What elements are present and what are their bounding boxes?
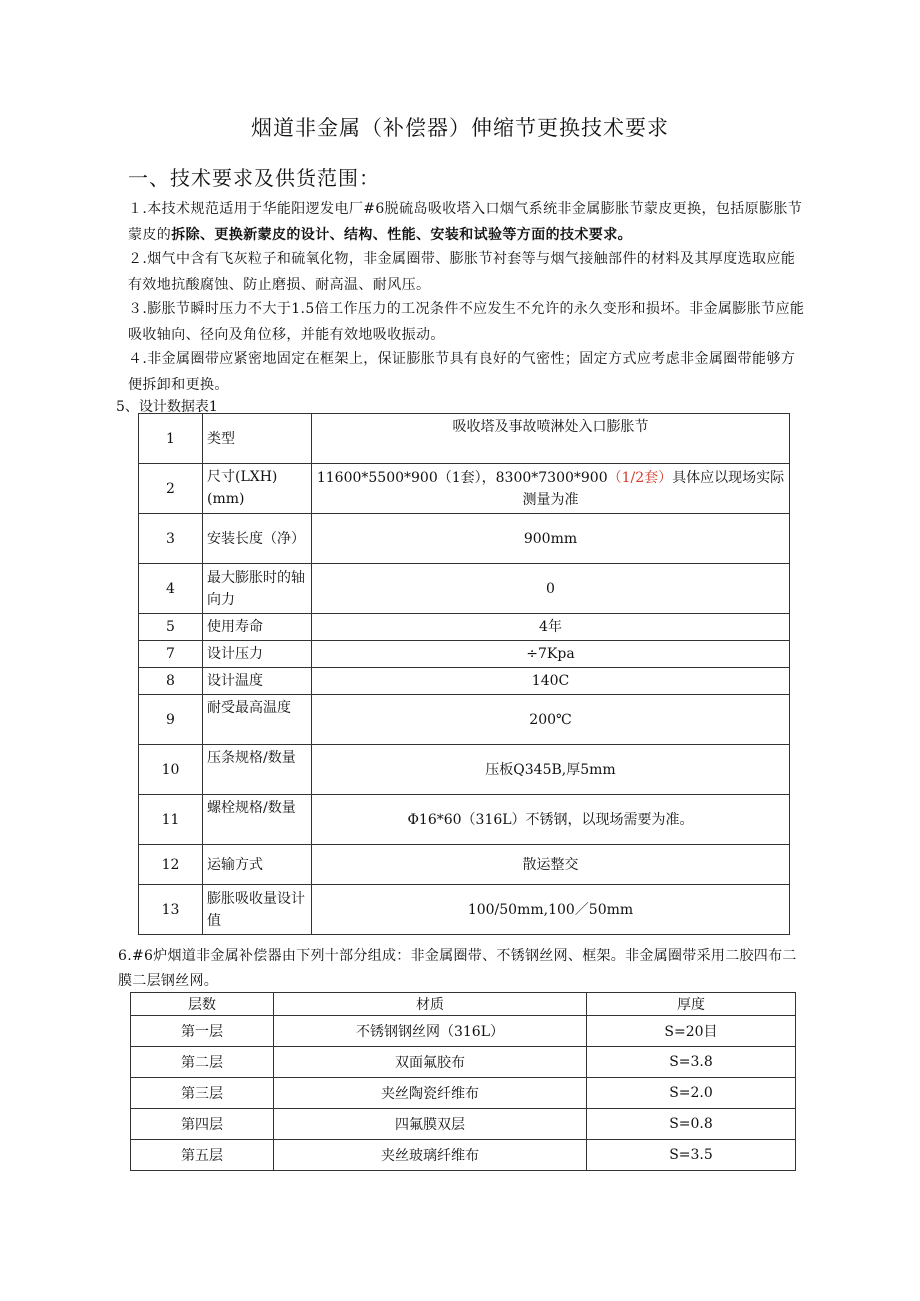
table-caption: 5、设计数据表1 (116, 399, 218, 415)
table-cell: S=3.8 (587, 1047, 796, 1078)
table-row (139, 514, 790, 564)
paragraph-1-bold: 拆除、更换新蒙皮的设计、结构、性能、安装和试验等方面的技术要求。 (171, 227, 633, 243)
row-value: 吸收塔及事故喷淋处入口膨胀节 (312, 414, 790, 464)
row-number: 11 (139, 795, 203, 845)
row-number: 2 (139, 464, 203, 514)
row-number: 1 (139, 414, 203, 464)
section-heading: 一、技术要求及供货范围： (128, 166, 380, 190)
table-row (139, 614, 790, 641)
table-row (131, 1047, 796, 1078)
table-row (139, 464, 790, 514)
row-key: 尺寸(LXH)(mm) (203, 464, 312, 514)
row-number: 10 (139, 745, 203, 795)
column-header: 材质 (274, 993, 587, 1016)
row-value: 200℃ (312, 695, 790, 745)
row-number: 3 (139, 514, 203, 564)
table-row (139, 845, 790, 885)
table-row (139, 668, 790, 695)
paragraph-3: ３.膨胀节瞬时压力不大于1.5倍工作压力的工况条件不应发生不允许的永久变形和损坏。非金属膨胀节应能吸收轴向、径向及角位移，并能有效地吸收振动。 (128, 301, 805, 343)
table-row (139, 795, 790, 845)
table-cell: 不锈钢钢丝网（316L） (274, 1016, 587, 1047)
row-number: 5 (139, 614, 203, 641)
row-value: 140C (312, 668, 790, 695)
paragraph-1-text: １.本技术规范适用于华能阳逻发电厂#6脱硫岛吸收塔入口烟气系统非金属膨胀节蒙皮更换，包括原膨胀节蒙皮的 (128, 201, 803, 243)
row-key: 使用寿命 (203, 614, 312, 641)
table-cell: S=2.0 (587, 1078, 796, 1109)
row-key: 类型 (203, 414, 312, 464)
table-row (131, 1016, 796, 1047)
table-cell: 第一层 (131, 1016, 274, 1047)
size-value: 11600*5500*900（1套），8300*7300*900 (316, 469, 608, 486)
table-cell: S=0.8 (587, 1109, 796, 1140)
table-row (131, 1109, 796, 1140)
table-row (131, 1140, 796, 1171)
paragraph-6: 6.#6炉烟道非金属补偿器由下列十部分组成：非金属圈带、不锈钢丝网、框架。非金属圈带采用二胶四布二膜二层钢丝网。 (118, 948, 797, 989)
row-key: 设计温度 (203, 668, 312, 695)
table-row (139, 641, 790, 668)
size-note: 具体应以现场实际测量为准 (522, 469, 785, 508)
paragraph-2: ２.烟气中含有飞灰粒子和硫氧化物，非金属圈带、膨胀节衬套等与烟气接触部件的材料及其厚度选取应能有效地抗酸腐蚀、防止磨损、耐高温、耐风压。 (128, 251, 796, 293)
size-highlight: （1/2套） (607, 469, 673, 486)
row-value: ÷7Kpa (312, 641, 790, 668)
row-value: 压板Q345B,厚5mm (312, 745, 790, 795)
row-number: 9 (139, 695, 203, 745)
document-title: 烟道非金属（补偿器）伸缩节更换技术要求 (251, 116, 669, 140)
row-key: 耐受最高温度 (203, 695, 312, 745)
row-value: Φ16*60（316L）不锈钢，以现场需要为准。 (312, 795, 790, 845)
table-row (139, 745, 790, 795)
table-row (139, 885, 790, 935)
row-value: 4年 (312, 614, 790, 641)
table-cell: 夹丝陶瓷纤维布 (274, 1078, 587, 1109)
row-key: 最大膨胀时的轴向力 (203, 564, 312, 614)
paragraph-1 (128, 196, 808, 248)
table-row (131, 1078, 796, 1109)
paragraph-4: ４.非金属圈带应紧密地固定在框架上，保证膨胀节具有良好的气密性；固定方式应考虑非金属圈带能够方便拆卸和更换。 (128, 351, 796, 393)
table-cell: 夹丝玻璃纤维布 (274, 1140, 587, 1171)
table-header-row (131, 993, 796, 1016)
table-cell: 四氟膜双层 (274, 1109, 587, 1140)
row-key: 安装长度（净） (203, 514, 312, 564)
column-header: 厚度 (587, 993, 796, 1016)
row-key: 膨胀吸收量设计值 (203, 885, 312, 935)
row-value: 散运整交 (312, 845, 790, 885)
table-row (139, 564, 790, 614)
table-cell: S=3.5 (587, 1140, 796, 1171)
row-number: 13 (139, 885, 203, 935)
row-key: 螺栓规格/数量 (203, 795, 312, 845)
row-number: 12 (139, 845, 203, 885)
table-row (139, 695, 790, 745)
row-key: 压条规格/数量 (203, 745, 312, 795)
row-value: 100/50mm,100／50mm (312, 885, 790, 935)
row-key: 运输方式 (203, 845, 312, 885)
table-cell: S=20目 (587, 1016, 796, 1047)
row-key: 设计压力 (203, 641, 312, 668)
row-value: 900mm (312, 514, 790, 564)
row-number: 4 (139, 564, 203, 614)
row-number: 8 (139, 668, 203, 695)
table-cell: 双面氟胶布 (274, 1047, 587, 1078)
table-cell: 第五层 (131, 1140, 274, 1171)
table-cell: 第三层 (131, 1078, 274, 1109)
design-data-table (138, 413, 790, 935)
table-cell: 第四层 (131, 1109, 274, 1140)
column-header: 层数 (131, 993, 274, 1016)
row-number: 7 (139, 641, 203, 668)
row-value (312, 464, 790, 514)
layer-table (130, 992, 796, 1171)
table-row (139, 414, 790, 464)
row-value: 0 (312, 564, 790, 614)
table-cell: 第二层 (131, 1047, 274, 1078)
